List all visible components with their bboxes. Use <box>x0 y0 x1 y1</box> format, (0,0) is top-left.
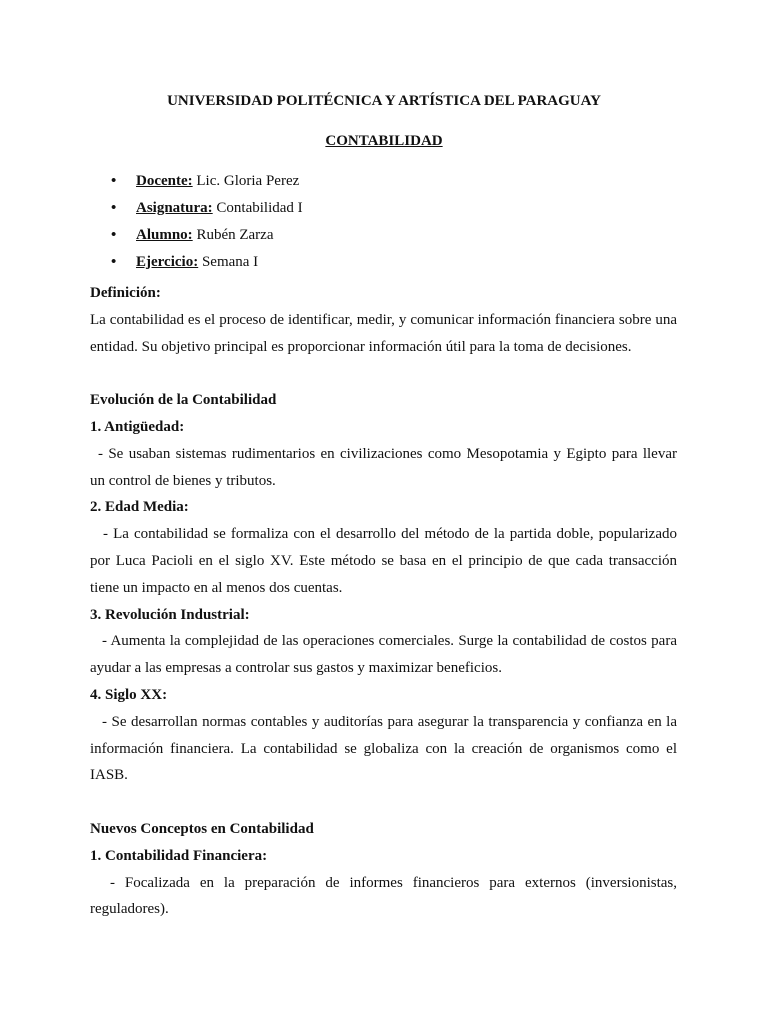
info-key: Asignatura: <box>136 200 213 216</box>
evolution-item-title: 3. Revolución Industrial: <box>90 606 250 623</box>
info-key: Ejercicio: <box>136 254 199 270</box>
info-item-ejercicio <box>108 253 303 280</box>
evolution-item-title: 2. Edad Media: <box>90 499 189 516</box>
bullet-icon: • <box>111 227 117 243</box>
info-value: Rubén Zarza <box>192 227 274 243</box>
info-list <box>108 172 303 280</box>
university-title: UNIVERSIDAD POLITÉCNICA Y ARTÍSTICA DEL PARAGUAY <box>167 93 601 109</box>
evolution-item-text: - Se desarrollan normas contables y auditorías para asegurar la transparencia y confianza en la <box>102 713 677 730</box>
evolution-item-text: IASB. <box>90 767 128 784</box>
evolution-item-text: - Aumenta la complejidad de las operaciones comerciales. Surge la contabilidad de costos para <box>102 633 677 650</box>
evolution-item-text: un control de bienes y tributos. <box>90 472 276 489</box>
concept-item-title: 1. Contabilidad Financiera: <box>90 847 268 864</box>
definition-text-line: La contabilidad es el proceso de identificar, medir, y comunicar información financiera sobre una <box>90 311 677 328</box>
definition-heading: Definición: <box>90 285 161 301</box>
evolution-item-title: 4. Siglo XX: <box>90 686 168 703</box>
subject-title: CONTABILIDAD <box>325 133 443 149</box>
info-item-alumno <box>108 226 303 253</box>
bullet-icon: • <box>111 254 117 270</box>
document-body <box>90 280 677 923</box>
info-value: Contabilidad I <box>212 200 303 216</box>
paragraph-spacer <box>90 360 677 387</box>
evolution-item-text: por Luca Pacioli en el siglo XV. Este método se basa en el principio de que cada transacción <box>90 552 677 569</box>
evolution-item-text: - La contabilidad se formaliza con el desarrollo del método de la partida doble, popularizado <box>103 526 677 543</box>
evolution-item-text: ayudar a las empresas a controlar sus gastos y maximizar beneficios. <box>90 660 502 677</box>
info-key: Alumno: <box>136 227 193 243</box>
info-key: Docente: <box>136 173 193 189</box>
evolution-item-text: información financiera. La contabilidad se globaliza con la creación de organismos como el <box>90 740 677 757</box>
bullet-icon: • <box>111 173 117 189</box>
paragraph-spacer <box>90 789 677 816</box>
concept-item-text: reguladores). <box>90 901 169 918</box>
info-item-docente <box>108 172 303 199</box>
concept-item-text: - Focalizada en la preparación de informes financieros para externos (inversionistas, <box>110 874 677 891</box>
evolution-item-text: tiene un impacto en al menos dos cuentas. <box>90 579 343 596</box>
section-heading-new-concepts: Nuevos Conceptos en Contabilidad <box>90 820 314 837</box>
info-value: Semana I <box>198 254 259 270</box>
section-heading-evolution: Evolución de la Contabilidad <box>90 392 277 409</box>
bullet-icon: • <box>111 200 117 216</box>
info-value: Lic. Gloria Perez <box>192 173 300 189</box>
info-item-asignatura <box>108 199 303 226</box>
evolution-item-text: - Se usaban sistemas rudimentarios en civilizaciones como Mesopotamia y Egipto para llevar <box>98 445 677 462</box>
evolution-item-title: 1. Antigüedad: <box>90 418 185 435</box>
definition-text-line: entidad. Su objetivo principal es proporcionar información útil para la toma de decisiones. <box>90 338 632 355</box>
